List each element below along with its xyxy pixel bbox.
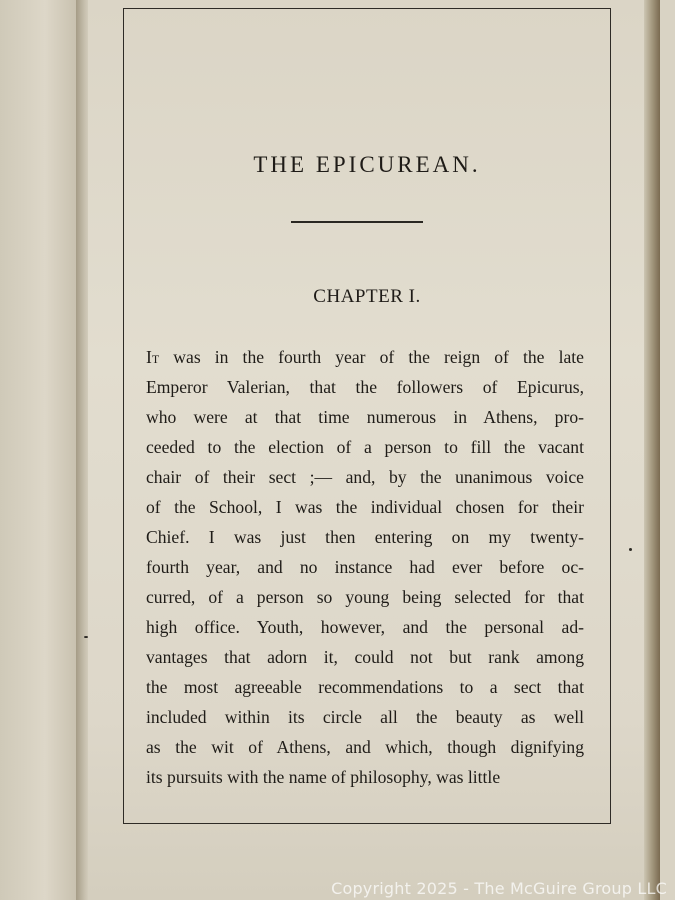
text-line: high office. Youth, however, and the personal ad-	[146, 617, 584, 637]
text-line: of the School, I was the individual chosen for their	[146, 497, 584, 517]
paper-speck	[84, 636, 88, 638]
text-line: included within its circle all the beauty as well	[146, 707, 584, 727]
text-line: as the wit of Athens, and which, though dignifying	[146, 737, 584, 757]
body-text	[146, 342, 584, 792]
page-edge	[644, 0, 660, 900]
text-line: who were at that time numerous in Athens, pro-	[146, 407, 584, 427]
text-line: Chief. I was just then entering on my twenty-	[146, 527, 584, 547]
first-word: It	[146, 347, 160, 367]
copyright-watermark: Copyright 2025 - The McGuire Group LLC	[331, 879, 667, 898]
text-line: the most agreeable recommendations to a sect that	[146, 677, 584, 697]
book-title: THE EPICUREAN.	[253, 152, 481, 177]
text-line: Emperor Valerian, that the followers of Epicurus,	[146, 377, 584, 397]
text-line: curred, of a person so young being selected for that	[146, 587, 584, 607]
text-line: ceeded to the election of a person to fill the vacant	[146, 437, 584, 457]
chapter-heading: CHAPTER I.	[313, 286, 421, 307]
text-line: fourth year, and no instance had ever before oc-	[146, 557, 584, 577]
text-line: vantages that adorn it, could not but rank among	[146, 647, 584, 667]
left-page	[0, 0, 82, 900]
title-rule	[291, 221, 423, 223]
paper-speck	[629, 548, 632, 551]
text-line: It was in the fourth year of the reign of the late	[146, 347, 584, 367]
text-line: chair of their sect ;— and, by the unanimous voice	[146, 467, 584, 487]
text-line: its pursuits with the name of philosophy, was little	[146, 767, 501, 787]
